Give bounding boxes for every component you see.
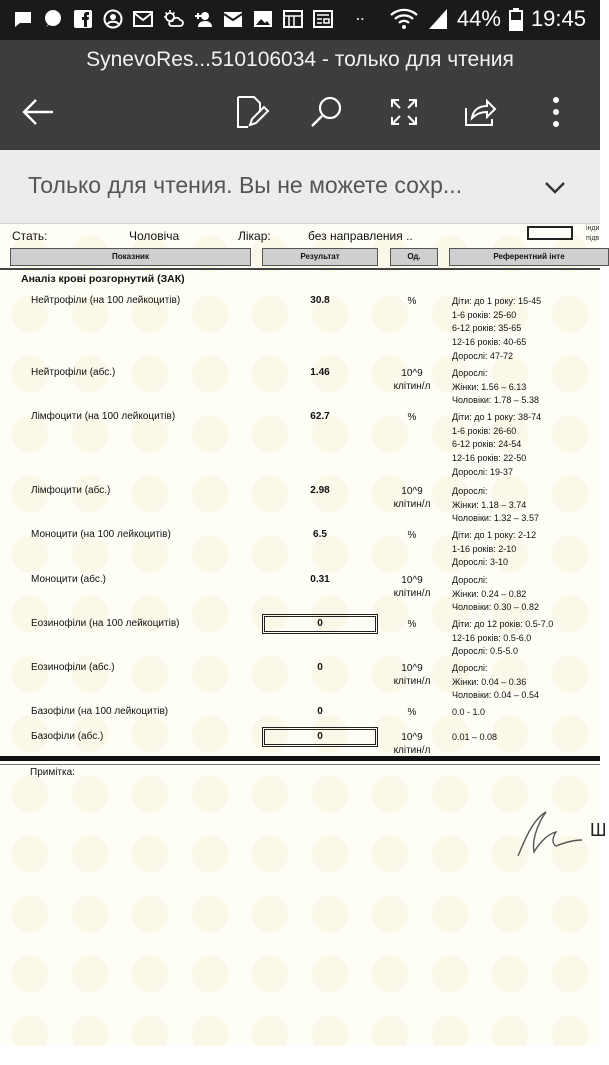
document-page[interactable] — [0, 224, 607, 1046]
facebook-icon — [72, 8, 94, 30]
message-icon — [12, 8, 34, 30]
edge-text-1: інди — [586, 225, 600, 232]
result-value: 0 — [317, 662, 323, 673]
notification-icons — [12, 8, 370, 30]
result-value: 0.31 — [310, 574, 330, 585]
result-value: 30.8 — [310, 295, 330, 306]
more-notifications-icon — [356, 8, 370, 30]
indicator-name: Лімфоцити (абс.) — [31, 485, 111, 496]
header-divider — [0, 268, 600, 270]
banner-text: Только для чтения. Вы не можете сохр... — [28, 172, 463, 198]
unit: % — [407, 296, 417, 307]
account-icon — [102, 8, 124, 30]
unit: % — [407, 412, 417, 423]
indicator-name: Нейтрофіли (на 100 лейкоцитів) — [31, 295, 181, 306]
reference-range: Діти: до 1 року: 15-45 1-6 років: 25-60 6-12 років: 35-65 12-16 років: 40-65 Дорослі: 47-72 — [452, 296, 542, 361]
table-end-divider — [0, 756, 600, 761]
reference-range: Діти: до 1 року: 2-12 1-16 років: 2-10 Дорослі: 3-10 — [452, 530, 537, 568]
signature-letter: Ш — [590, 820, 607, 840]
edge-text-2: підв — [586, 235, 600, 242]
clock: 19:45 — [530, 6, 586, 31]
back-arrow-icon — [21, 97, 55, 127]
read-only-banner[interactable] — [0, 150, 600, 224]
signal-icon — [427, 7, 449, 31]
reference-range: Дорослі: Жінки: 1.56 – 6.13 Чоловіки: 1.78 – 5.38 — [452, 368, 539, 406]
chevron-down-icon[interactable] — [542, 174, 568, 200]
weather-icon — [162, 8, 184, 30]
sex-label: Стать: — [12, 229, 48, 243]
unit: 10^9 клітин/л — [393, 732, 431, 756]
indicator-name: Базофіли (на 100 лейкоцитів) — [31, 706, 169, 717]
result-value: 6.5 — [313, 529, 327, 540]
indicator-name: Моноцити (на 100 лейкоцитів) — [31, 529, 171, 540]
patient-meta — [0, 229, 600, 245]
result-value: 1.46 — [310, 367, 330, 378]
doctor-label: Лікар: — [238, 229, 271, 243]
calendar-icon — [282, 8, 304, 30]
search-button[interactable] — [304, 90, 348, 134]
share-icon — [463, 96, 497, 128]
document-title: SynevoRes...510106034 - только для чтения — [86, 48, 514, 71]
edit-button[interactable] — [229, 90, 273, 134]
indicator-name: Лімфоцити (на 100 лейкоцитів) — [31, 411, 176, 422]
sex-value: Чоловіча — [129, 229, 180, 243]
inbox-icon — [222, 8, 244, 30]
header-reference: Референтний інте — [449, 248, 609, 266]
share-button[interactable] — [458, 90, 502, 134]
reference-range: Дорослі: Жінки: 1.18 – 3.74 Чоловіки: 1.32 – 3.57 — [452, 486, 539, 524]
indicator-name: Нейтрофіли (абс.) — [31, 367, 116, 378]
reference-range: Дорослі: Жінки: 0.24 – 0.82 Чоловіки: 0.30 – 0.82 — [452, 575, 539, 613]
system-status — [389, 6, 586, 32]
add-person-icon — [192, 8, 214, 30]
unit: 10^9 клітин/л — [393, 486, 431, 510]
reference-range: Діти: до 1 року: 38-74 1-6 років: 26-60 6-12 років: 24-54 12-16 років: 22-50 Дорослі: 19-37 — [452, 412, 542, 477]
result-value-flagged: 0 — [262, 614, 378, 634]
news-icon — [312, 8, 334, 30]
battery-percent: 44% — [456, 6, 501, 31]
fullscreen-button[interactable] — [382, 90, 426, 134]
section-title: Аналіз крові розгорнутий (ЗАК) — [21, 273, 185, 285]
reference-range: 0.01 – 0.08 — [452, 732, 498, 742]
battery-icon — [509, 7, 523, 31]
back-button[interactable] — [16, 90, 60, 134]
header-result: Результат — [262, 248, 378, 266]
status-bar — [0, 0, 600, 40]
expand-icon — [389, 97, 419, 127]
search-icon — [309, 95, 343, 129]
app-bar — [0, 40, 600, 150]
reference-range: Дорослі: Жінки: 0.04 – 0.36 Чоловіки: 0.04 – 0.54 — [452, 663, 539, 701]
indicator-name: Еозинофіли (абс.) — [31, 662, 115, 673]
more-vertical-icon — [552, 95, 560, 129]
unit: 10^9 клітин/л — [393, 368, 431, 392]
wifi-icon — [389, 7, 419, 31]
signature — [510, 794, 607, 864]
more-options-button[interactable] — [534, 90, 578, 134]
chat-bubble-icon — [42, 8, 64, 30]
reference-range: 0.0 - 1.0 — [452, 707, 486, 717]
edit-document-icon — [234, 94, 268, 130]
unit: 10^9 клітин/л — [393, 575, 431, 599]
result-value: 0 — [317, 706, 323, 717]
header-indicator: Показник — [10, 248, 251, 266]
unit: % — [407, 530, 417, 541]
result-value: 62.7 — [310, 411, 330, 422]
unit: % — [407, 707, 417, 718]
indicator-name: Еозинофіли (на 100 лейкоцитів) — [31, 618, 180, 629]
note-divider — [0, 764, 600, 765]
image-icon — [252, 8, 274, 30]
doctor-value: без направления .. — [308, 229, 413, 243]
indicator-name: Моноцити (абс.) — [31, 574, 106, 585]
indicator-name: Базофіли (абс.) — [31, 731, 104, 742]
meta-box — [527, 226, 573, 240]
mail-icon — [132, 8, 154, 30]
note-label: Примітка: — [30, 767, 75, 778]
result-value-flagged: 0 — [262, 727, 378, 747]
header-unit: Од. — [390, 248, 438, 266]
reference-range: Діти: до 12 років: 0.5-7.0 12-16 років: 0.5-6.0 Дорослі: 0.5-5.0 — [452, 619, 554, 657]
unit: 10^9 клітин/л — [393, 663, 431, 687]
page-bottom-gap — [0, 1046, 600, 1065]
result-value: 2.98 — [310, 485, 330, 496]
unit: % — [407, 619, 417, 630]
